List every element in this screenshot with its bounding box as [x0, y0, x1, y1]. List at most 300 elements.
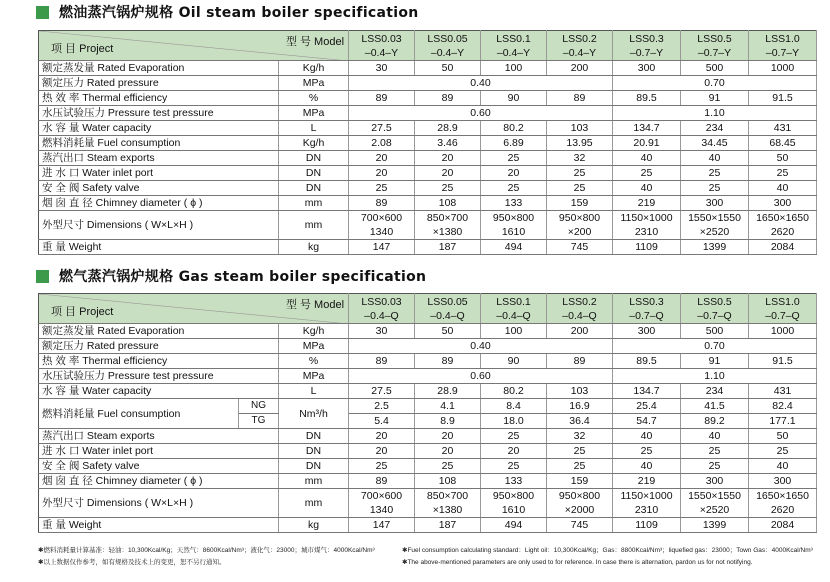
model-header-cell: [415, 294, 481, 324]
model-header-cell: [613, 294, 681, 324]
value-cell: 30: [349, 61, 415, 76]
value-cell: 25: [415, 459, 481, 474]
value-cell: 500: [681, 324, 749, 339]
merged-value-cell: 0.70: [613, 339, 817, 354]
dimension-line-1: 950×800: [558, 490, 601, 502]
model-header-cell: [613, 31, 681, 61]
model-suffix: –0.7–Q: [765, 309, 800, 322]
value-cell: 32: [547, 151, 613, 166]
value-cell: 300: [749, 196, 817, 211]
value-cell: 13.95: [547, 136, 613, 151]
model-header-cell: [415, 31, 481, 61]
dimension-line-1: 950×800: [492, 212, 535, 224]
value-cell: 300: [681, 474, 749, 489]
value-cell: 133: [481, 474, 547, 489]
value-cell: 25: [415, 181, 481, 196]
value-cell: 494: [481, 240, 547, 255]
value-cell: 89: [349, 474, 415, 489]
merged-value-cell: 0.40: [349, 339, 613, 354]
gas-spec-table: [38, 293, 817, 533]
note-cn-fuel: ✱燃料消耗量计算基准：轻油：10,300Kcal/Kg；天然气：8600Kcal/Nm³；液化气：23000；城市煤气：4000Kcal/Nm³: [38, 547, 375, 554]
row-label: 水压试验压力 Pressure test pressure: [39, 369, 279, 384]
value-cell: 177.1: [749, 414, 817, 429]
value-cell: 20: [349, 166, 415, 181]
header-row: [39, 31, 817, 61]
dimension-line-1: 950×800: [492, 490, 535, 502]
value-cell: 41.5: [681, 399, 749, 414]
row-label: 额定蒸发量 Rated Evaporation: [39, 324, 279, 339]
row-label: 热 效 率 Thermal efficiency: [39, 91, 279, 106]
value-cell: 89.5: [613, 354, 681, 369]
model-suffix: –0.4–Q: [562, 309, 597, 322]
value-cell: 159: [547, 196, 613, 211]
value-cell: 8.4: [481, 399, 547, 414]
value-cell: 40: [613, 459, 681, 474]
row-label: 热 效 率 Thermal efficiency: [39, 354, 279, 369]
value-cell: 2084: [749, 518, 817, 533]
dimension-line-2: 2310: [634, 226, 659, 238]
model-header-cell: [547, 31, 613, 61]
table-row: [39, 121, 817, 136]
row-label: 安 全 阀 Safety valve: [39, 181, 279, 196]
fuel-type-label: TG: [239, 414, 279, 429]
value-cell: 8.9: [415, 414, 481, 429]
row-unit: mm: [279, 489, 349, 518]
value-cell: 2084: [749, 240, 817, 255]
model-suffix: –0.7–Y: [765, 46, 800, 59]
dimension-cell: [349, 211, 415, 240]
row-unit: DN: [279, 429, 349, 444]
value-cell: 745: [547, 240, 613, 255]
value-cell: 4.1: [415, 399, 481, 414]
model-name: LSS0.05: [427, 295, 468, 308]
row-label: 蒸汽出口 Steam exports: [39, 151, 279, 166]
dimension-line-2: ×1380: [432, 504, 463, 516]
model-name: LSS0.3: [629, 295, 664, 308]
value-cell: 25: [613, 166, 681, 181]
model-name: LSS0.5: [697, 32, 732, 45]
model-suffix: –0.4–Y: [562, 46, 597, 59]
header-model-label: 型 号 Model: [285, 299, 345, 311]
value-cell: 32: [547, 429, 613, 444]
dimension-line-2: 1340: [369, 226, 394, 238]
row-unit: Kg/h: [279, 61, 349, 76]
value-cell: 50: [749, 151, 817, 166]
model-suffix: –0.7–Y: [629, 46, 664, 59]
table-row: [39, 459, 817, 474]
value-cell: 40: [749, 459, 817, 474]
model-suffix: –0.7–Q: [629, 309, 664, 322]
model-header-cell: [749, 294, 817, 324]
row-label: 进 水 口 Water inlet port: [39, 444, 279, 459]
value-cell: 90: [481, 354, 547, 369]
table-row: [39, 136, 817, 151]
dimension-line-2: 2310: [634, 504, 659, 516]
value-cell: 40: [613, 429, 681, 444]
green-square-icon: [36, 270, 49, 283]
merged-value-cell: 1.10: [613, 369, 817, 384]
value-cell: 16.9: [547, 399, 613, 414]
row-label: 重 量 Weight: [39, 240, 279, 255]
row-label: 水压试验压力 Pressure test pressure: [39, 106, 279, 121]
row-label: 蒸汽出口 Steam exports: [39, 429, 279, 444]
value-cell: 20: [415, 166, 481, 181]
dimension-line-2: 1340: [369, 504, 394, 516]
value-cell: 745: [547, 518, 613, 533]
value-cell: 89: [547, 354, 613, 369]
value-cell: 20: [415, 429, 481, 444]
dimension-cell: [349, 489, 415, 518]
value-cell: 90: [481, 91, 547, 106]
value-cell: 25: [547, 181, 613, 196]
header-corner-cell: [39, 31, 349, 61]
value-cell: 108: [415, 474, 481, 489]
row-unit: mm: [279, 474, 349, 489]
model-name: LSS0.2: [562, 32, 597, 45]
value-cell: 1109: [613, 240, 681, 255]
table-row: [39, 474, 817, 489]
row-unit: Kg/h: [279, 324, 349, 339]
value-cell: 89.2: [681, 414, 749, 429]
table-row: [39, 518, 817, 533]
oil-section-title: [36, 2, 419, 22]
value-cell: 20: [481, 166, 547, 181]
row-unit: %: [279, 91, 349, 106]
model-name: LSS0.1: [496, 32, 531, 45]
dimension-line-1: 850×700: [426, 490, 469, 502]
row-unit: kg: [279, 518, 349, 533]
value-cell: 25: [681, 444, 749, 459]
value-cell: 54.7: [613, 414, 681, 429]
value-cell: 20.91: [613, 136, 681, 151]
value-cell: 91: [681, 91, 749, 106]
note-en-fuel: ✱Fuel consumption calculating standard：Light oil：10,300Kcal/Kg；Gas：8800Kcal/Nm³；liquefied gas：23000；Town Gas：4000Kcal/Nm³: [402, 547, 813, 554]
dimension-line-1: 1550×1550: [688, 490, 741, 502]
value-cell: 40: [613, 151, 681, 166]
dimension-line-2: ×1380: [432, 226, 463, 238]
oil-spec-table: [38, 30, 817, 255]
model-header-cell: [681, 31, 749, 61]
value-cell: 300: [613, 324, 681, 339]
header-corner-cell: [39, 294, 349, 324]
row-unit: mm: [279, 196, 349, 211]
value-cell: 25: [349, 459, 415, 474]
value-cell: 494: [481, 518, 547, 533]
header-project-label: 项 目 Project: [51, 306, 114, 318]
value-cell: 219: [613, 196, 681, 211]
row-label: 额定蒸发量 Rated Evaporation: [39, 61, 279, 76]
dimension-cell: [415, 211, 481, 240]
value-cell: 103: [547, 121, 613, 136]
table-row: [39, 61, 817, 76]
oil-title-text: 燃油蒸汽锅炉规格 Oil steam boiler specification: [59, 5, 419, 21]
row-label: 燃料消耗量 Fuel consumption: [39, 399, 239, 429]
table-row: [39, 196, 817, 211]
value-cell: 108: [415, 196, 481, 211]
value-cell: 5.4: [349, 414, 415, 429]
row-label: 重 量 Weight: [39, 518, 279, 533]
value-cell: 20: [415, 444, 481, 459]
value-cell: 28.9: [415, 121, 481, 136]
dimension-line-1: 1650×1650: [756, 212, 809, 224]
row-unit: %: [279, 354, 349, 369]
value-cell: 133: [481, 196, 547, 211]
merged-value-cell: 0.70: [613, 76, 817, 91]
row-unit: Nm³/h: [279, 399, 349, 429]
value-cell: 25: [349, 181, 415, 196]
value-cell: 6.89: [481, 136, 547, 151]
dimension-line-1: 700×600: [360, 212, 403, 224]
merged-value-cell: 0.60: [349, 106, 613, 121]
model-suffix: –0.4–Q: [430, 309, 465, 322]
row-label: 燃料消耗量 Fuel consumption: [39, 136, 279, 151]
value-cell: 80.2: [481, 121, 547, 136]
value-cell: 187: [415, 240, 481, 255]
row-label: 安 全 阀 Safety valve: [39, 459, 279, 474]
value-cell: 89: [349, 91, 415, 106]
value-cell: 91.5: [749, 91, 817, 106]
value-cell: 89: [349, 196, 415, 211]
row-label: 烟 囱 直 径 Chimney diameter ( ϕ ): [39, 196, 279, 211]
model-suffix: –0.7–Q: [697, 309, 732, 322]
value-cell: 40: [613, 181, 681, 196]
row-unit: mm: [279, 211, 349, 240]
row-label: 额定压力 Rated pressure: [39, 339, 279, 354]
value-cell: 89: [349, 354, 415, 369]
row-label: 水 容 量 Water capacity: [39, 121, 279, 136]
value-cell: 20: [349, 429, 415, 444]
model-header-cell: [349, 294, 415, 324]
model-header-cell: [349, 31, 415, 61]
row-label: 烟 囱 直 径 Chimney diameter ( ϕ ): [39, 474, 279, 489]
value-cell: 91.5: [749, 354, 817, 369]
merged-value-cell: 0.60: [349, 369, 613, 384]
row-unit: DN: [279, 444, 349, 459]
value-cell: 100: [481, 61, 547, 76]
value-cell: 25: [681, 181, 749, 196]
dimension-cell: [613, 211, 681, 240]
value-cell: 134.7: [613, 121, 681, 136]
table-row: [39, 166, 817, 181]
merged-value-cell: 1.10: [613, 106, 817, 121]
model-header-cell: [481, 294, 547, 324]
value-cell: 1000: [749, 61, 817, 76]
model-suffix: –0.4–Q: [364, 309, 399, 322]
dimension-line-1: 850×700: [426, 212, 469, 224]
dimension-line-1: 950×800: [558, 212, 601, 224]
value-cell: 431: [749, 384, 817, 399]
row-unit: MPa: [279, 369, 349, 384]
dimension-line-1: 1650×1650: [756, 490, 809, 502]
model-name: LSS0.5: [697, 295, 732, 308]
value-cell: 25: [749, 444, 817, 459]
value-cell: 219: [613, 474, 681, 489]
value-cell: 18.0: [481, 414, 547, 429]
row-unit: DN: [279, 166, 349, 181]
model-name: LSS0.2: [562, 295, 597, 308]
value-cell: 40: [749, 181, 817, 196]
value-cell: 34.45: [681, 136, 749, 151]
value-cell: 200: [547, 61, 613, 76]
dimension-cell: [415, 489, 481, 518]
row-unit: MPa: [279, 106, 349, 121]
table-row: [39, 489, 817, 518]
row-unit: DN: [279, 459, 349, 474]
value-cell: 50: [415, 61, 481, 76]
row-label: 额定压力 Rated pressure: [39, 76, 279, 91]
value-cell: 36.4: [547, 414, 613, 429]
note-cn-disclaimer: ✱以上数据仅作参考，如有规格及技术上的变更，恕不另行通知。: [38, 559, 226, 566]
value-cell: 300: [613, 61, 681, 76]
value-cell: 3.46: [415, 136, 481, 151]
model-header-cell: [547, 294, 613, 324]
dimension-line-2: ×2520: [699, 504, 730, 516]
value-cell: 25.4: [613, 399, 681, 414]
model-suffix: –0.4–Q: [496, 309, 531, 322]
row-label: 水 容 量 Water capacity: [39, 384, 279, 399]
dimension-line-1: 1150×1000: [620, 490, 673, 502]
value-cell: 20: [415, 151, 481, 166]
model-name: LSS0.3: [629, 32, 664, 45]
value-cell: 25: [481, 181, 547, 196]
table-row: [39, 339, 817, 354]
value-cell: 89: [547, 91, 613, 106]
value-cell: 25: [613, 444, 681, 459]
table-row: [39, 240, 817, 255]
row-unit: MPa: [279, 339, 349, 354]
dimension-line-2: ×200: [567, 226, 592, 238]
table-row: [39, 399, 817, 414]
row-unit: DN: [279, 151, 349, 166]
value-cell: 89.5: [613, 91, 681, 106]
table-row: [39, 151, 817, 166]
row-unit: L: [279, 121, 349, 136]
dimension-line-2: 2620: [770, 504, 795, 516]
value-cell: 147: [349, 240, 415, 255]
table-row: [39, 384, 817, 399]
value-cell: 27.5: [349, 121, 415, 136]
green-square-icon: [36, 6, 49, 19]
table-row: [39, 429, 817, 444]
value-cell: 25: [681, 459, 749, 474]
value-cell: 25: [547, 459, 613, 474]
gas-section-title: [36, 266, 426, 286]
row-unit: kg: [279, 240, 349, 255]
fuel-type-label: NG: [239, 399, 279, 414]
value-cell: 40: [681, 429, 749, 444]
table-row: [39, 106, 817, 121]
dimension-line-2: 1610: [501, 226, 526, 238]
value-cell: 1399: [681, 518, 749, 533]
header-project-label: 项 目 Project: [51, 43, 114, 55]
value-cell: 234: [681, 121, 749, 136]
model-name: LSS0.03: [361, 32, 402, 45]
value-cell: 25: [481, 459, 547, 474]
value-cell: 431: [749, 121, 817, 136]
table-row: [39, 354, 817, 369]
model-name: LSS1.0: [765, 295, 800, 308]
model-header-cell: [749, 31, 817, 61]
model-header-cell: [681, 294, 749, 324]
table-row: [39, 369, 817, 384]
model-name: LSS1.0: [765, 32, 800, 45]
dimension-line-2: 1610: [501, 504, 526, 516]
value-cell: 300: [749, 474, 817, 489]
note-en-disclaimer: ✱The above-mentioned parameters are only used to for reference. In case there is alternation, pardon us for not notifying.: [402, 559, 753, 566]
value-cell: 50: [415, 324, 481, 339]
value-cell: 82.4: [749, 399, 817, 414]
row-unit: Kg/h: [279, 136, 349, 151]
value-cell: 50: [749, 429, 817, 444]
dimension-cell: [613, 489, 681, 518]
value-cell: 1000: [749, 324, 817, 339]
value-cell: 91: [681, 354, 749, 369]
table-row: [39, 324, 817, 339]
value-cell: 28.9: [415, 384, 481, 399]
value-cell: 159: [547, 474, 613, 489]
dimension-cell: [547, 489, 613, 518]
table-row: [39, 181, 817, 196]
value-cell: 147: [349, 518, 415, 533]
notes-en: [402, 545, 813, 569]
model-suffix: –0.4–Y: [430, 46, 465, 59]
model-name: LSS0.1: [496, 295, 531, 308]
value-cell: 234: [681, 384, 749, 399]
value-cell: 1109: [613, 518, 681, 533]
value-cell: 2.08: [349, 136, 415, 151]
merged-value-cell: 0.40: [349, 76, 613, 91]
value-cell: 89: [415, 91, 481, 106]
dimension-line-1: 1150×1000: [620, 212, 673, 224]
header-row: [39, 294, 817, 324]
value-cell: 80.2: [481, 384, 547, 399]
dimension-cell: [749, 211, 817, 240]
table-row: [39, 444, 817, 459]
value-cell: 20: [349, 151, 415, 166]
value-cell: 25: [481, 429, 547, 444]
table-row: [39, 91, 817, 106]
row-unit: MPa: [279, 76, 349, 91]
value-cell: 200: [547, 324, 613, 339]
dimension-line-1: 700×600: [360, 490, 403, 502]
value-cell: 27.5: [349, 384, 415, 399]
value-cell: 1399: [681, 240, 749, 255]
value-cell: 100: [481, 324, 547, 339]
table-row: [39, 211, 817, 240]
dimension-line-1: 1550×1550: [688, 212, 741, 224]
table-row: [39, 76, 817, 91]
notes-cn: [38, 545, 375, 569]
model-name: LSS0.05: [427, 32, 468, 45]
value-cell: 500: [681, 61, 749, 76]
model-suffix: –0.7–Y: [697, 46, 732, 59]
dimension-cell: [481, 489, 547, 518]
value-cell: 2.5: [349, 399, 415, 414]
value-cell: 25: [749, 166, 817, 181]
dimension-cell: [681, 489, 749, 518]
value-cell: 20: [349, 444, 415, 459]
gas-title-text: 燃气蒸汽锅炉规格 Gas steam boiler specification: [59, 269, 427, 285]
row-label: 外型尺寸 Dimensions ( W×L×H ): [39, 211, 279, 240]
dimension-cell: [749, 489, 817, 518]
dimension-cell: [481, 211, 547, 240]
row-label: 外型尺寸 Dimensions ( W×L×H ): [39, 489, 279, 518]
value-cell: 20: [481, 444, 547, 459]
row-unit: L: [279, 384, 349, 399]
row-label: 进 水 口 Water inlet port: [39, 166, 279, 181]
model-header-cell: [481, 31, 547, 61]
value-cell: 40: [681, 151, 749, 166]
